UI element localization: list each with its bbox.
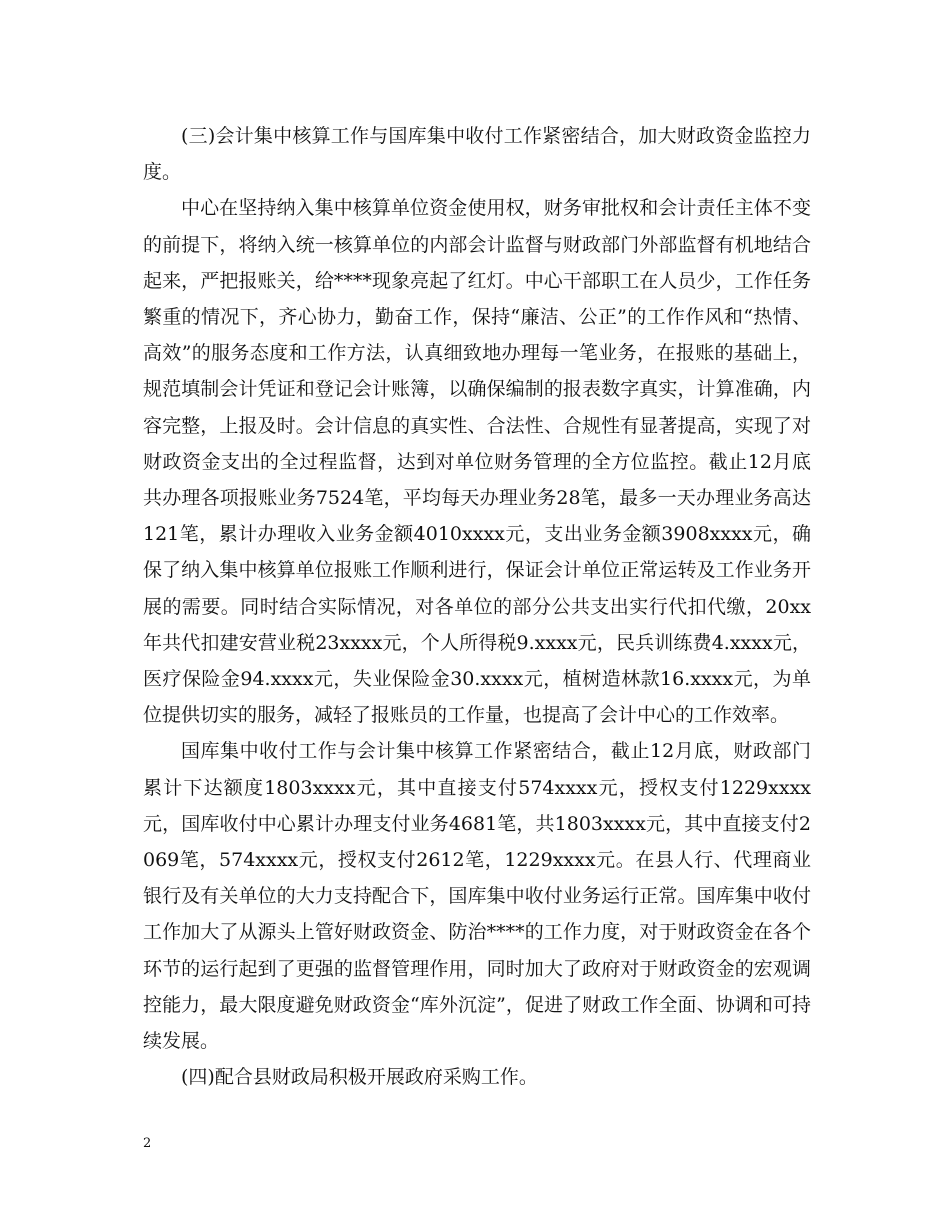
body-paragraph-accounting: 中心在坚持纳入集中核算单位资金使用权，财务审批权和会计责任主体不变的前提下，将纳入统一核算单位的内部会计监督与财政部门外部监督有机地结合起来，严把报账关，给****现象亮起了红灯。中心干部职工在人员少，工作任务繁重的情况下，齐心协力，勤奋工作，保持“廉洁、公正”的工作作风和“热情、高效”的服务态度和工作方法，认真细致地办理每一笔业务，在报账的基础上，规范填制会计凭证和登记会计账簿，以确保编制的报表数字真实，计算准确，内容完整，上报及时。会计信息的真实性、合法性、合规性有显著提高，实现了对财政资金支出的全过程监督，达到对单位财务管理的全方位监控。截止12月底共办理各项报账业务7524笔，平均每天办理业务28笔，最多一天办理业务高达121笔，累计办理收入业务金额4010xxxx元，支出业务金额3908xxxx元，确保了纳入集中核算单位报账工作顺利进行，保证会计单位正常运转及工作业务开展的需要。同时结合实际情况，对各单位的部分公共支出实行代扣代缴，20xx年共代扣建安营业税23xxxx元，个人所得税9.xxxx元，民兵训练费4.xxxx元，医疗保险金94.xxxx元，失业保险金30.xxxx元，植树造林款16.xxxx元，为单位提供切实的服务，减轻了报账员的工作量，也提高了会计中心的工作效率。 bbox=[143, 197, 811, 727]
body-paragraph-treasury: 国库集中收付工作与会计集中核算工作紧密结合，截止12月底，财政部门累计下达额度1803xxxx元，其中直接支付574xxxx元，授权支付1229xxxx元，国库收付中心累计办理支付业务4681笔，共1803xxxx元，其中直接支付2069笔，574xxxx元，授权支付2612笔，1229xxxx元。在县人行、代理商业银行及有关单位的大力支持配合下，国库集中收付业务运行正常。国库集中收付工作加大了从源头上管好财政资金、防治****的工作力度，对于财政资金在各个环节的运行起到了更强的监督管理作用，同时加大了政府对于财政资金的宏观调控能力，最大限度避免财政资金“库外沉淀”，促进了财政工作全面、协调和可持续发展。 bbox=[143, 740, 811, 1053]
section-heading-3: (三)会计集中核算工作与国库集中收付工作紧密结合，加大财政资金监控力度。 bbox=[143, 125, 811, 184]
page-number: 2 bbox=[143, 1136, 152, 1151]
section-heading-4: (四)配合县财政局积极开展政府采购工作。 bbox=[181, 1066, 538, 1089]
document-body bbox=[143, 118, 811, 1095]
